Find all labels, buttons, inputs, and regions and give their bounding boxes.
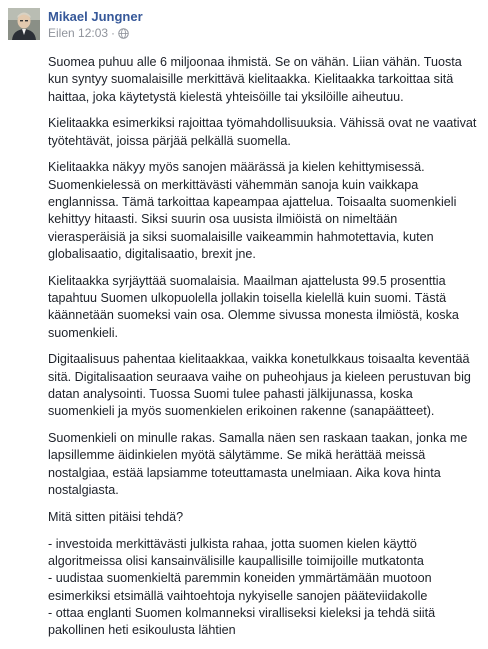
post-paragraph: Kielitaakka esimerkiksi rajoittaa työmahdollisuuksia. Vähissä ovat ne vaativat työtehtävät, joissa pärjää pelkällä suomella. xyxy=(48,116,477,148)
post-paragraph: Suomenkieli on minulle rakas. Samalla näen sen raskaan taakan, jonka me lapsillemme äidinkielen myötä sälytämme. Se mikä herättää meissä nostalgiaa, estää lapsiamme toteuttamasta unelmiaan. Aika kova hinta nostalgiasta. xyxy=(48,431,468,498)
post-timestamp[interactable]: Eilen 12:03 xyxy=(48,26,109,40)
post-paragraph: Suomea puhuu alle 6 miljoonaa ihmistä. Se on vähän. Liian vähän. Tuosta kun syntyy suomalaisille merkittävä kielitaakka. Kielitaakka tarkoittaa sitä haittaa, joka käytetystä kielestä yhteisöille tai yksilöille aiheutuu. xyxy=(48,55,462,104)
avatar-image xyxy=(8,8,40,40)
post-paragraph-list: - investoida merkittävästi julkista rahaa, jotta suomen kielen käyttö algoritmeissa olisi kansainvälisille kaupallisille toimijoille mutkatonta - uudistaa suomenkieltä paremmin koneiden ymmärtämään muotoon esimerkiksi etsimällä vaihtoehtoja nykyiselle sanojen pääteviidakolle - ottaa englanti Suomen kolmanneksi viralliseksi kieleksi ja tehdä siitä pakollinen heti esikoulusta lähtien xyxy=(48,536,436,638)
post-meta xyxy=(48,26,129,41)
meta-separator: · xyxy=(111,26,116,40)
globe-icon[interactable] xyxy=(118,28,129,39)
avatar[interactable] xyxy=(8,8,40,40)
author-name[interactable]: Mikael Jungner xyxy=(48,9,143,24)
post-header xyxy=(8,8,478,44)
post-paragraph: Mitä sitten pitäisi tehdä? xyxy=(48,509,184,524)
post-paragraph: Kielitaakka näkyy myös sanojen määrässä ja kielen kehittymisessä. Suomenkielessä on merkittävästi vähemmän sanoja kuin vaikkapa englannissa. Tämä tarkoittaa kapeampaa ajattelua. Toisaalta suomenkieli kehittyy hitaasti. Siksi suurin osa uusista ilmiöistä on nimeltään vierasperäisiä ja siksi suomalaisille vaikeammin hahmotettavia, kuten globalisaatio, digitalisaatio, brexit jne. xyxy=(48,160,457,261)
post-paragraph: Digitaalisuus pahentaa kielitaakkaa, vaikka konetulkkaus toisaalta keventää sitä. Digitalisaation seuraava vaihe on puheohjaus ja kieleen perustuvan big datan analysointi. Tuossa Suomi tulee pahasti jälkijunassa, koska suomenkieli ja myös suomenkielen erikoinen rakenne (sanapäätteet). xyxy=(48,352,471,419)
post-paragraph: Kielitaakka syrjäyttää suomalaisia. Maailman ajattelusta 99.5 prosenttia tapahtuu Suomen ulkopuolella jollakin toisella kielellä kuin suomi. Tästä käännetään suomeksi vain osa. Olemme sivussa monesta ilmiöstä, koska suomenkieli. xyxy=(48,273,459,340)
post-body xyxy=(48,54,478,649)
